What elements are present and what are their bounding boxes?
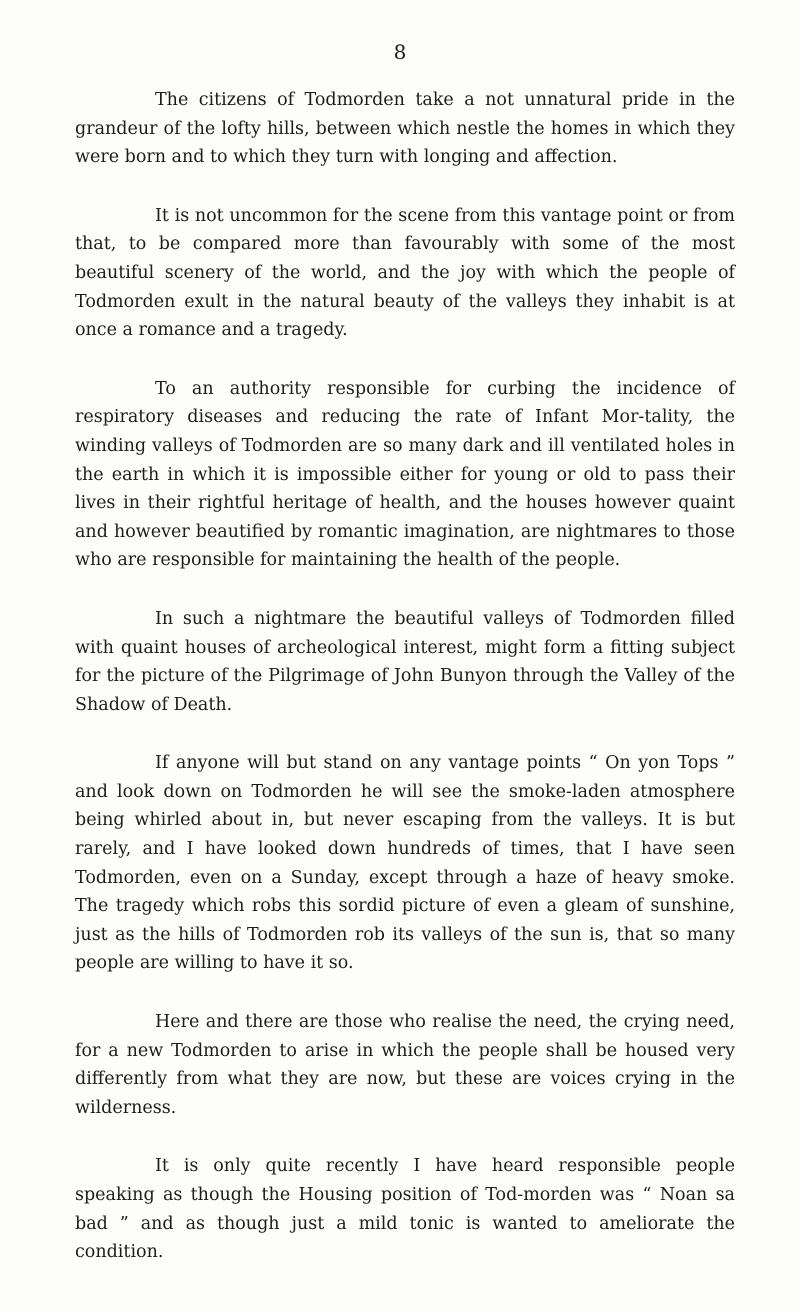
body-text	[75, 86, 735, 1297]
page-number: 8	[393, 40, 407, 64]
paragraph: The citizens of Todmorden take a not unnatural pride in the grandeur of the lofty hills, between which nestle the homes in which they were born and to which they turn with longing and affection.	[75, 90, 735, 168]
paragraph: Here and there are those who realise the need, the crying need, for a new Todmorden to arise in which the people shall be housed very differently from what they are now, but these are voices crying in the wilderness.	[75, 1012, 735, 1118]
paragraph: It is not uncommon for the scene from this vantage point or from that, to be compared more than favourably with some of the most beautiful scenery of the world, and the joy with which the people of Todmorden exult in the natural beauty of the valleys they inhabit is at once a romance and a tragedy.	[75, 205, 735, 341]
paragraph: It is only quite recently I have heard responsible people speaking as though the Housing position of Tod-morden was “ Noan sa bad ” and as though just a mild tonic is wanted to ameliorate the condition.	[75, 1156, 735, 1263]
paragraph: To an authority responsible for curbing the incidence of respiratory diseases and reducing the rate of Infant Mor-tality, the winding valleys of Todmorden are so many dark and ill ventilated holes in the earth in which it is impossible either for young or old to pass their lives in their rightful heritage of health, and the houses however quaint and however beautified by romantic imagination, are nightmares to those who are responsible for maintaining the health of the people.	[75, 378, 735, 571]
paragraph: In such a nightmare the beautiful valleys of Todmorden filled with quaint houses of archeological interest, might form a fitting subject for the picture of the Pilgrimage of John Bunyon through the Valley of the Shadow of Death.	[75, 608, 735, 715]
paragraph: If anyone will but stand on any vantage points “ On yon Tops ” and look down on Todmorden he will see the smoke-laden atmosphere being whirled about in, but never escaping from the valleys. It is but rarely, and I have looked down hundreds of times, that I have seen Todmorden, even on a Sunday, except through a haze of heavy smoke. The tragedy which robs this sordid picture of even a gleam of sunshine, just as the hills of Todmorden rob its valleys of the sun is, that so many people are willing to have it so.	[75, 753, 735, 974]
